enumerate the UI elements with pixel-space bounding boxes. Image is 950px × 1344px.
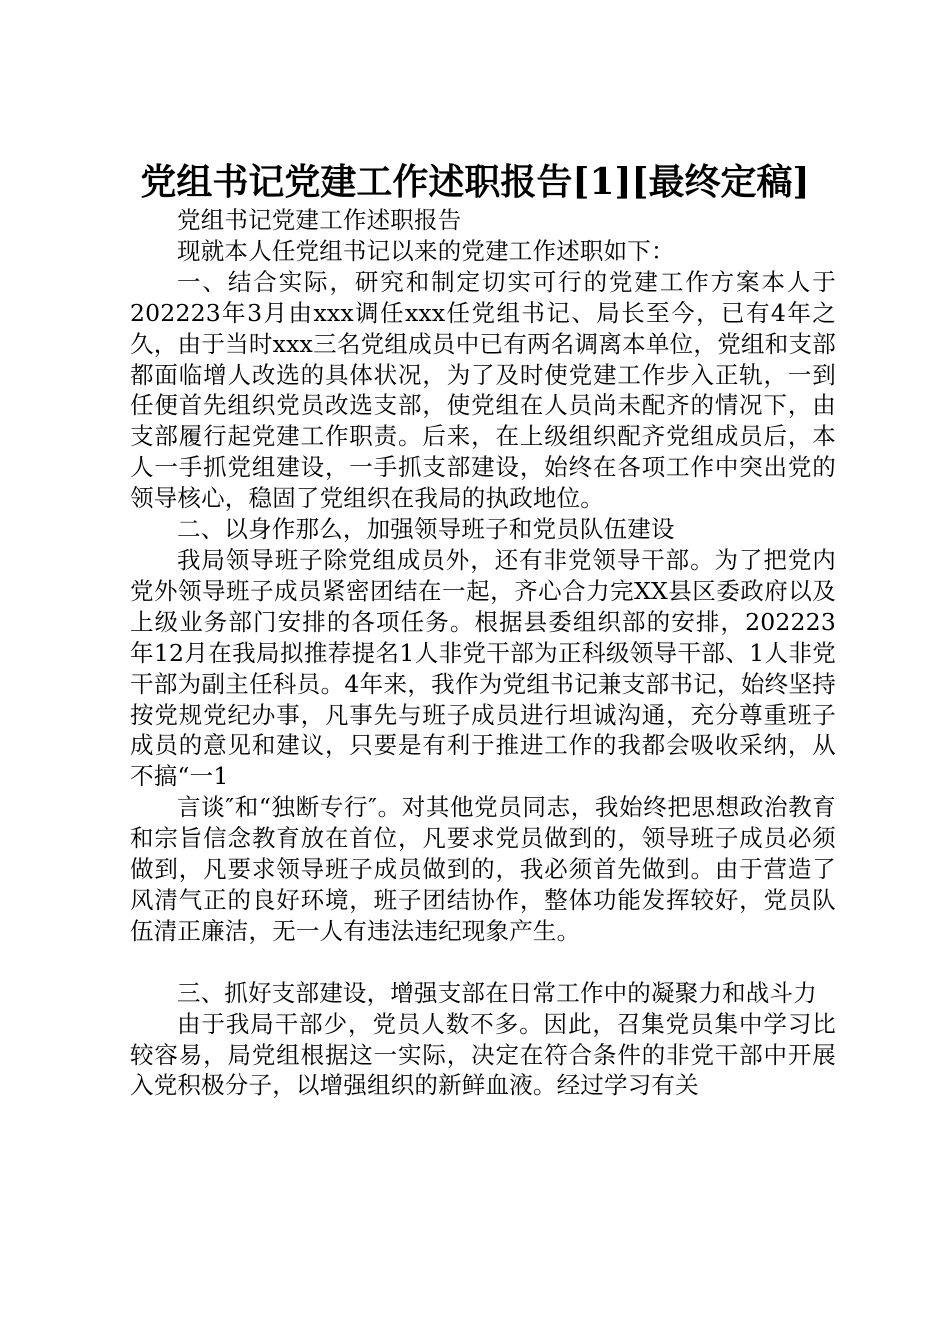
section-two-continued-paragraph: 言谈″和“独断专行″。对其他党员同志，我始终把思想政治教育和宗旨信念教育放在首位，凡要求党员做到的，领导班子成员必须做到，凡要求领导班子成员做到的，我必须首先做到。由于营造了风清气正的良好环境，班子团结协作，整体功能发挥较好，党员队伍清正廉洁，无一人有违法违纪现象产生。 (130, 793, 836, 945)
section-one-paragraph: 一、结合实际，研究和制定切实可行的党建工作方案本人于202223年3月由xxx调任xxx任党组书记、局长至今，已有4年之久，由于当时xxx三名党组成员中已有两名调离本单位，党组和支部都面临增人改选的具体状况，为了及时使党建工作步入正轨，一到任便首先组织党员改选支部，使党组在人员尚未配齐的情况下，由支部履行起党建工作职责。后来，在上级组织配齐党组成员后，本人一手抓党组建设，一手抓支部建设，始终在各项工作中突出党的领导核心，稳固了党组织在我局的执政地位。 (130, 267, 836, 513)
section-three-paragraph: 由于我局干部少，党员人数不多。因此，召集党员集中学习比较容易，局党组根据这一实际，决定在符合条件的非党干部中开展入党积极分子，以增强组织的新鲜血液。经过学习有关 (130, 1009, 836, 1100)
document-title: 党组书记党建工作述职报告[1][最终定稿] (140, 161, 810, 203)
section-two-heading: 二、以身作那么，加强领导班子和党员队伍建设 (177, 515, 675, 544)
subtitle-paragraph: 党组书记党建工作述职报告 (177, 206, 462, 234)
document-body (130, 205, 836, 1101)
section-three-heading: 三、抓好支部建设，增强支部在日常工作中的凝聚力和战斗力 (177, 978, 817, 1007)
intro-paragraph: 现就本人任党组书记以来的党建工作述职如下： (177, 236, 675, 265)
section-two-paragraph: 我局领导班子除党组成员外，还有非党领导干部。为了把党内党外领导班子成员紧密团结在一起，齐心合力完XX县区委政府以及上级业务部门安排的各项任务。根据县委组织部的安排，202223年12月在我局拟推荐提名1人非党干部为正科级领导干部、1人非党干部为副主任科员。4年来，我作为党组书记兼支部书记，始终坚持按党规党纪办事，凡事先与班子成员进行坦诚沟通，充分尊重班子成员的意见和建议，只要是有利于推进工作的我都会吸收采纳，从不搞“一1 (130, 545, 836, 791)
